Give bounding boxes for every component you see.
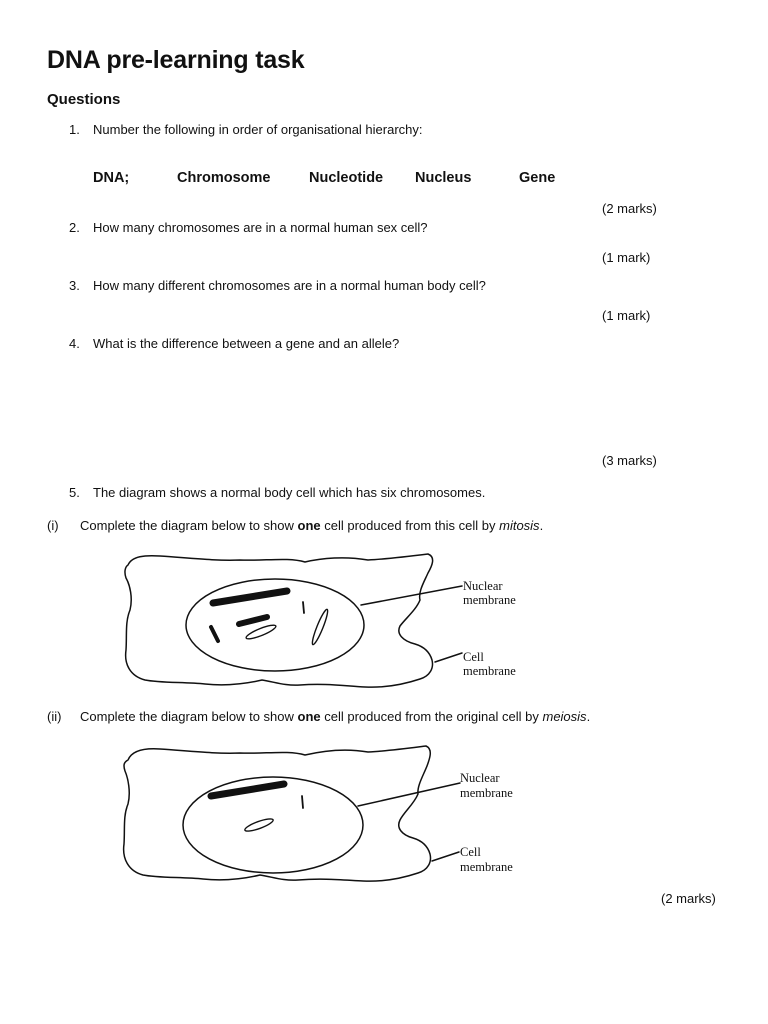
nuclear-pointer-line	[358, 783, 460, 806]
term-chromosome: Chromosome	[177, 170, 271, 186]
nuclear-label-line1: Nuclear	[460, 771, 500, 785]
question-5-text: The diagram shows a normal body cell which has six chromosomes.	[93, 485, 486, 500]
cell-pointer-line	[435, 653, 462, 662]
nuclear-label-line1: Nuclear	[463, 579, 503, 593]
cell-label-line1: Cell	[463, 650, 484, 664]
part-ii-label: (ii)	[47, 709, 62, 724]
part-ii-instruction: Complete the diagram below to show one cell produced from the original cell by meiosis.	[80, 709, 591, 724]
question-4-text: What is the difference between a gene and an allele?	[93, 336, 400, 351]
term-dna: DNA;	[93, 170, 130, 186]
part-i-instruction: Complete the diagram below to show one cell produced from this cell by mitosis.	[80, 518, 544, 533]
part-i-label: (i)	[47, 518, 59, 533]
cell-pointer-line	[432, 852, 459, 861]
meiosis-cell-diagram	[0, 740, 768, 890]
question-3-number: 3.	[69, 278, 80, 293]
cell-label-line1: Cell	[460, 845, 481, 859]
chromosome-outline-medium	[245, 623, 277, 641]
question-5-marks: (2 marks)	[661, 891, 716, 906]
question-5-number: 5.	[69, 485, 80, 500]
chromosome-short-filled	[211, 627, 218, 641]
nuclear-pointer-line	[361, 586, 462, 605]
question-2-number: 2.	[69, 220, 80, 235]
question-2-text: How many chromosomes are in a normal human sex cell?	[93, 220, 428, 235]
chromosome-outline-long	[310, 608, 330, 645]
chromosome-short-outline-vertical	[303, 602, 304, 613]
section-heading: Questions	[47, 91, 121, 108]
question-4-marks: (3 marks)	[602, 453, 657, 468]
term-gene: Gene	[519, 170, 556, 186]
term-nucleotide: Nucleotide	[309, 170, 384, 186]
mitosis-cell-diagram	[0, 545, 768, 695]
question-1-marks: (2 marks)	[602, 201, 657, 216]
question-1-text: Number the following in order of organisational hierarchy:	[93, 122, 423, 137]
question-2-marks: (1 mark)	[602, 250, 651, 265]
nuclear-membrane-outline	[183, 777, 363, 873]
chromosome-outline-medium	[244, 817, 275, 834]
cell-label-line2: membrane	[463, 664, 516, 678]
nuclear-label-line2: membrane	[463, 593, 516, 607]
nuclear-label-line2: membrane	[460, 786, 513, 800]
term-nucleus: Nucleus	[415, 170, 472, 186]
question-4-number: 4.	[69, 336, 80, 351]
chromosome-long-filled	[213, 591, 287, 603]
cell-membrane-outline	[124, 746, 431, 881]
chromosome-medium-filled	[239, 617, 267, 624]
question-1-number: 1.	[69, 122, 80, 137]
page-title: DNA pre-learning task	[47, 46, 305, 74]
chromosome-short-outline-vertical	[302, 796, 303, 808]
cell-membrane-outline	[125, 554, 433, 687]
question-3-marks: (1 mark)	[602, 308, 651, 323]
cell-label-line2: membrane	[460, 860, 513, 874]
question-3-text: How many different chromosomes are in a normal human body cell?	[93, 278, 486, 293]
